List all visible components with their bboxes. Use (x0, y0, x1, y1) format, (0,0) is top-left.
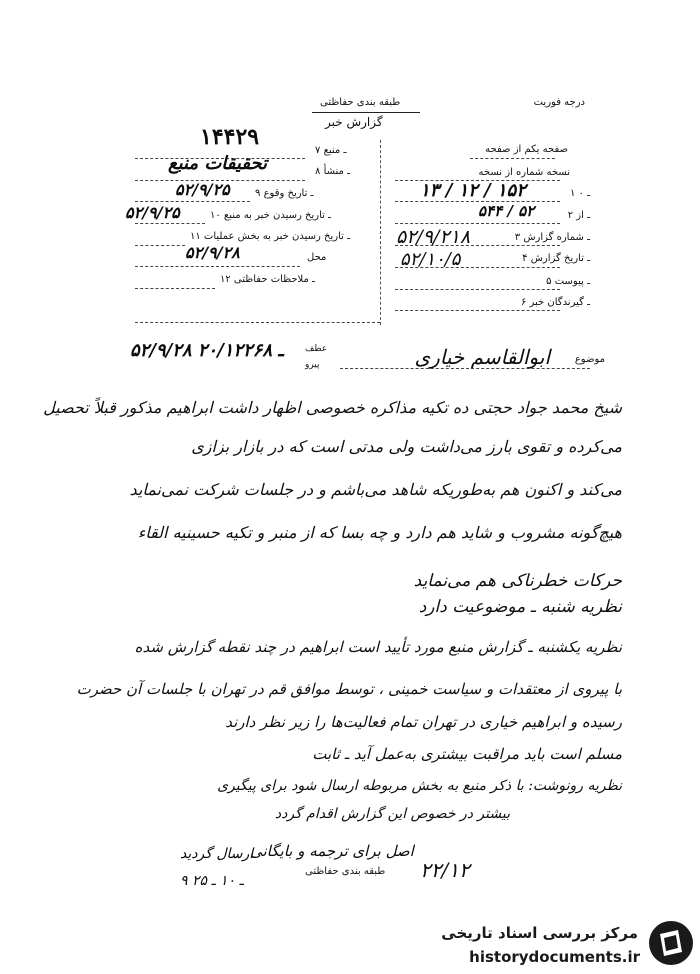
field-2-label: ۲ ـ از (567, 210, 590, 221)
page-of-label: صفحه یکم از صفحه (485, 144, 568, 155)
body-line: با پیروی از معتقدات و سیاست خمینی ، توسط موافق قم در تهران با جلسات آن حضرت (76, 680, 622, 698)
copy-number-label: نسخه شماره از نسخه (478, 167, 570, 178)
body-line: رسیده و ابراهیم خیاری در تهران تمام فعالیت‌ها را زیر نظر دارند (225, 713, 622, 731)
watermark-org-name: مرکز بررسی اسناد تاریخی (441, 924, 638, 942)
footer-classification-label: طبقه بندی حفاظتی (305, 866, 386, 877)
archive-logo-icon (646, 918, 696, 968)
occurrence-date-label: ۹ ـ تاریخ وقوع (255, 188, 314, 199)
footer-left-note: ارسال گردید (180, 846, 254, 862)
origin-label: ۸ ـ منشأ (315, 166, 351, 177)
form-title: گزارش خبر (325, 115, 383, 129)
ref-label-1: عطف (305, 344, 328, 354)
body-line: حرکات خطرناکی هم می‌نماید (413, 571, 622, 591)
classification-label: طبقه بندی حفاظتی (320, 97, 401, 108)
report-number-label: ۳ ـ شماره گزارش (514, 232, 590, 243)
urgency-label: درجه فوریت (533, 97, 585, 108)
body-line: شیخ محمد جواد حجتی ده تکیه مذاکره خصوصی اظهار داشت ابراهیم مذکور قبلاً تحصیل (43, 398, 622, 417)
field-1-label: ۱ ـ ۰ (569, 188, 590, 199)
place-label: محل (307, 252, 327, 263)
body-line: مسلم است باید مراقبت بیشتری به‌عمل آید ـ ثابت (312, 745, 622, 763)
body-line: می‌کند و اکنون هم به‌طوریکه شاهد می‌باشم و در جلسات شرکت نمی‌نماید (129, 480, 622, 499)
field-2-value: ۵۴۴ / ۵۲ (478, 202, 535, 220)
attachment-label: ۵ ـ پیوست (546, 276, 590, 287)
source-label: ۷ ـ منبع (315, 145, 347, 156)
occurrence-date-value: ۵۲/۹/۲۵ (175, 180, 230, 199)
watermark (410, 914, 700, 974)
footer-number: ۲۲/۱۲ (420, 858, 470, 882)
report-number-value: ۵۲/۹/۲۱۸ (396, 226, 471, 248)
subject-value: ابوالقاسم خیاری (414, 345, 550, 369)
footer-left-date: ۹ ـ ۱۰ ـ ۲۵ (180, 873, 244, 889)
body-line: نظریه شنبه ـ موضوعیت دارد (418, 597, 622, 617)
watermark-url: historydocuments.ir (469, 948, 640, 966)
body-line: نظریه یکشنبه ـ گزارش منبع مورد تأیید است ابراهیم در چند نقطه گزارش شده (134, 638, 622, 656)
recipients-label: ۶ ـ گیرندگان خبر (520, 297, 590, 308)
received-by-source-label: ۱۰ ـ تاریخ رسیدن خبر به منبع (210, 210, 332, 221)
body-line: هیچ‌گونه مشروب و شاید هم دارد و چه بسا که از منبر و تکیه حسینیه القاء (137, 523, 622, 542)
ref-value: ۵۲/۹/۲۸ ـ ۲۰/۱۲۲۶۸ (130, 340, 284, 361)
field-1-value: ۱۳ / ۱۲ / ۱۵۲ (420, 180, 526, 201)
report-date-value: ۵۲/۱۰/۵ (400, 249, 461, 270)
received-by-ops-label: ۱۱ ـ تاریخ رسیدن خبر به بخش عملیات (190, 231, 351, 242)
body-line: می‌کرده و تقوی بارز می‌داشت ولی مدتی است که در بازار بزازی (191, 437, 622, 456)
header-divider (380, 140, 381, 325)
subject-label: موضوع (574, 354, 605, 365)
received-by-source-value: ۵۲/۹/۲۵ (125, 203, 180, 222)
handwritten-footer-note: اصل برای ترجمه و بایگانی (250, 842, 414, 860)
source-value: ۱۴۴۲۹ (200, 124, 260, 150)
origin-value: تحقیقات منبع (168, 153, 268, 174)
body-line: بیشتر در خصوص این گزارش اقدام گردد (274, 806, 510, 822)
title-underline (312, 112, 420, 113)
report-date-label: ۴ ـ تاریخ گزارش (522, 253, 590, 264)
body-line: نظریه رونوشت: با ذکر منبع به بخش مربوطه ارسال شود برای پیگیری (217, 778, 622, 794)
place-value: ۵۲/۹/۲۸ (185, 243, 240, 262)
ref-label-2: پیرو (305, 360, 320, 370)
security-notes-label: ۱۲ ـ ملاحظات حفاظتی (220, 274, 315, 285)
